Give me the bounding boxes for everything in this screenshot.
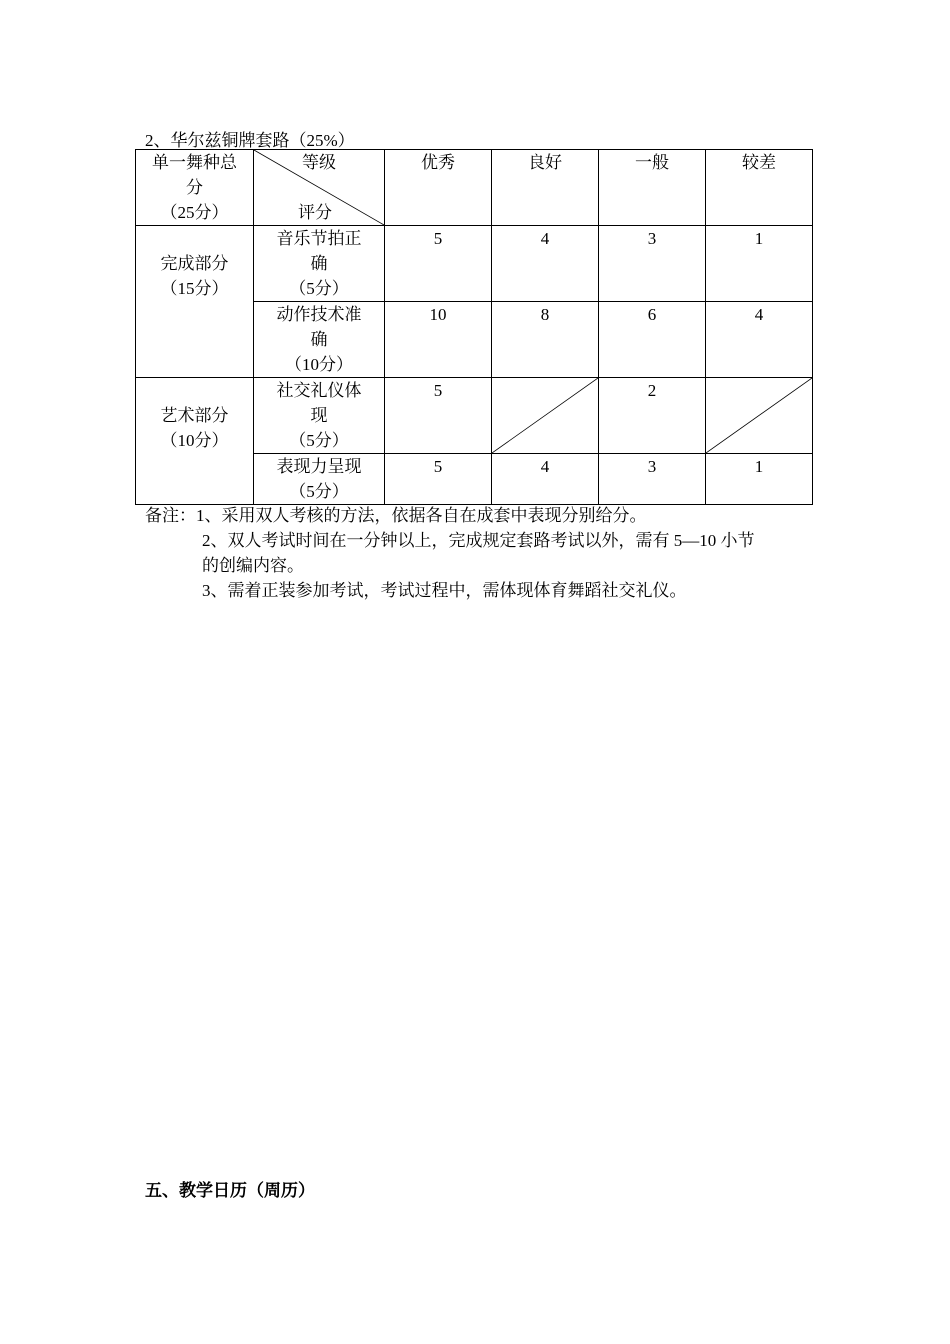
grade-header: 良好	[492, 150, 599, 226]
note-2: 2、双人考试时间在一分钟以上，完成规定套路考试以外，需有 5—10 小节	[202, 531, 755, 550]
item-cell	[254, 302, 385, 378]
score-cell: 4	[706, 302, 813, 378]
score-cell: 2	[599, 378, 706, 454]
item-label: 确	[310, 254, 328, 273]
score-cell: 1	[706, 226, 813, 302]
score-cell: 5	[385, 454, 492, 505]
grade-axis-label: 等级	[302, 153, 336, 172]
table-header-row	[136, 150, 813, 226]
item-label: 社交礼仪体	[276, 381, 362, 400]
item-points: （5分）	[289, 279, 349, 298]
diagonal-header-cell	[254, 150, 385, 226]
item-label: 表现力呈现	[276, 457, 362, 476]
note-2-continued: 的创编内容。	[202, 556, 304, 575]
section-title: 五、教学日历（周历）	[145, 1181, 315, 1200]
corner-line-1: 单一舞种总	[152, 153, 237, 172]
item-label: 确	[310, 330, 328, 349]
notes-block	[145, 503, 815, 603]
group-cell	[136, 226, 254, 378]
group-cell	[136, 378, 254, 505]
item-cell	[254, 454, 385, 505]
item-points: （10分）	[285, 355, 353, 374]
score-cell: 4	[492, 226, 599, 302]
score-cell: 3	[599, 226, 706, 302]
score-cell: 4	[492, 454, 599, 505]
empty-slashed-cell	[706, 378, 813, 454]
item-label: 现	[310, 406, 328, 425]
note-1: 备注：1、采用双人考核的方法，依据各自在成套中表现分别给分。	[145, 506, 647, 525]
grade-header: 较差	[706, 150, 813, 226]
table-row	[136, 378, 813, 454]
score-cell: 6	[599, 302, 706, 378]
grading-table	[135, 149, 813, 505]
grade-header: 一般	[599, 150, 706, 226]
item-label: 音乐节拍正	[276, 229, 362, 248]
group-name: 完成部分	[160, 254, 229, 273]
slash-line	[706, 378, 812, 453]
item-cell	[254, 378, 385, 454]
item-points: （5分）	[289, 482, 349, 501]
score-axis-label: 评分	[298, 203, 332, 222]
corner-line-2: 分	[186, 178, 203, 197]
score-cell: 10	[385, 302, 492, 378]
group-points: （10分）	[160, 431, 229, 450]
section-heading: 2、华尔兹铜牌套路（25%）	[145, 131, 355, 150]
score-cell: 1	[706, 454, 813, 505]
score-cell: 8	[492, 302, 599, 378]
item-points: （5分）	[289, 431, 349, 450]
item-label: 动作技术准	[276, 305, 362, 324]
score-cell: 5	[385, 226, 492, 302]
slash-line	[492, 378, 598, 453]
score-cell: 3	[599, 454, 706, 505]
score-cell: 5	[385, 378, 492, 454]
item-cell	[254, 226, 385, 302]
corner-line-3: （25分）	[160, 203, 229, 222]
note-3: 3、需着正装参加考试，考试过程中，需体现体育舞蹈社交礼仪。	[202, 581, 687, 600]
table-row	[136, 226, 813, 302]
grade-header: 优秀	[385, 150, 492, 226]
corner-cell	[136, 150, 254, 226]
empty-slashed-cell	[492, 378, 599, 454]
group-points: （15分）	[160, 279, 229, 298]
group-name: 艺术部分	[160, 406, 229, 425]
